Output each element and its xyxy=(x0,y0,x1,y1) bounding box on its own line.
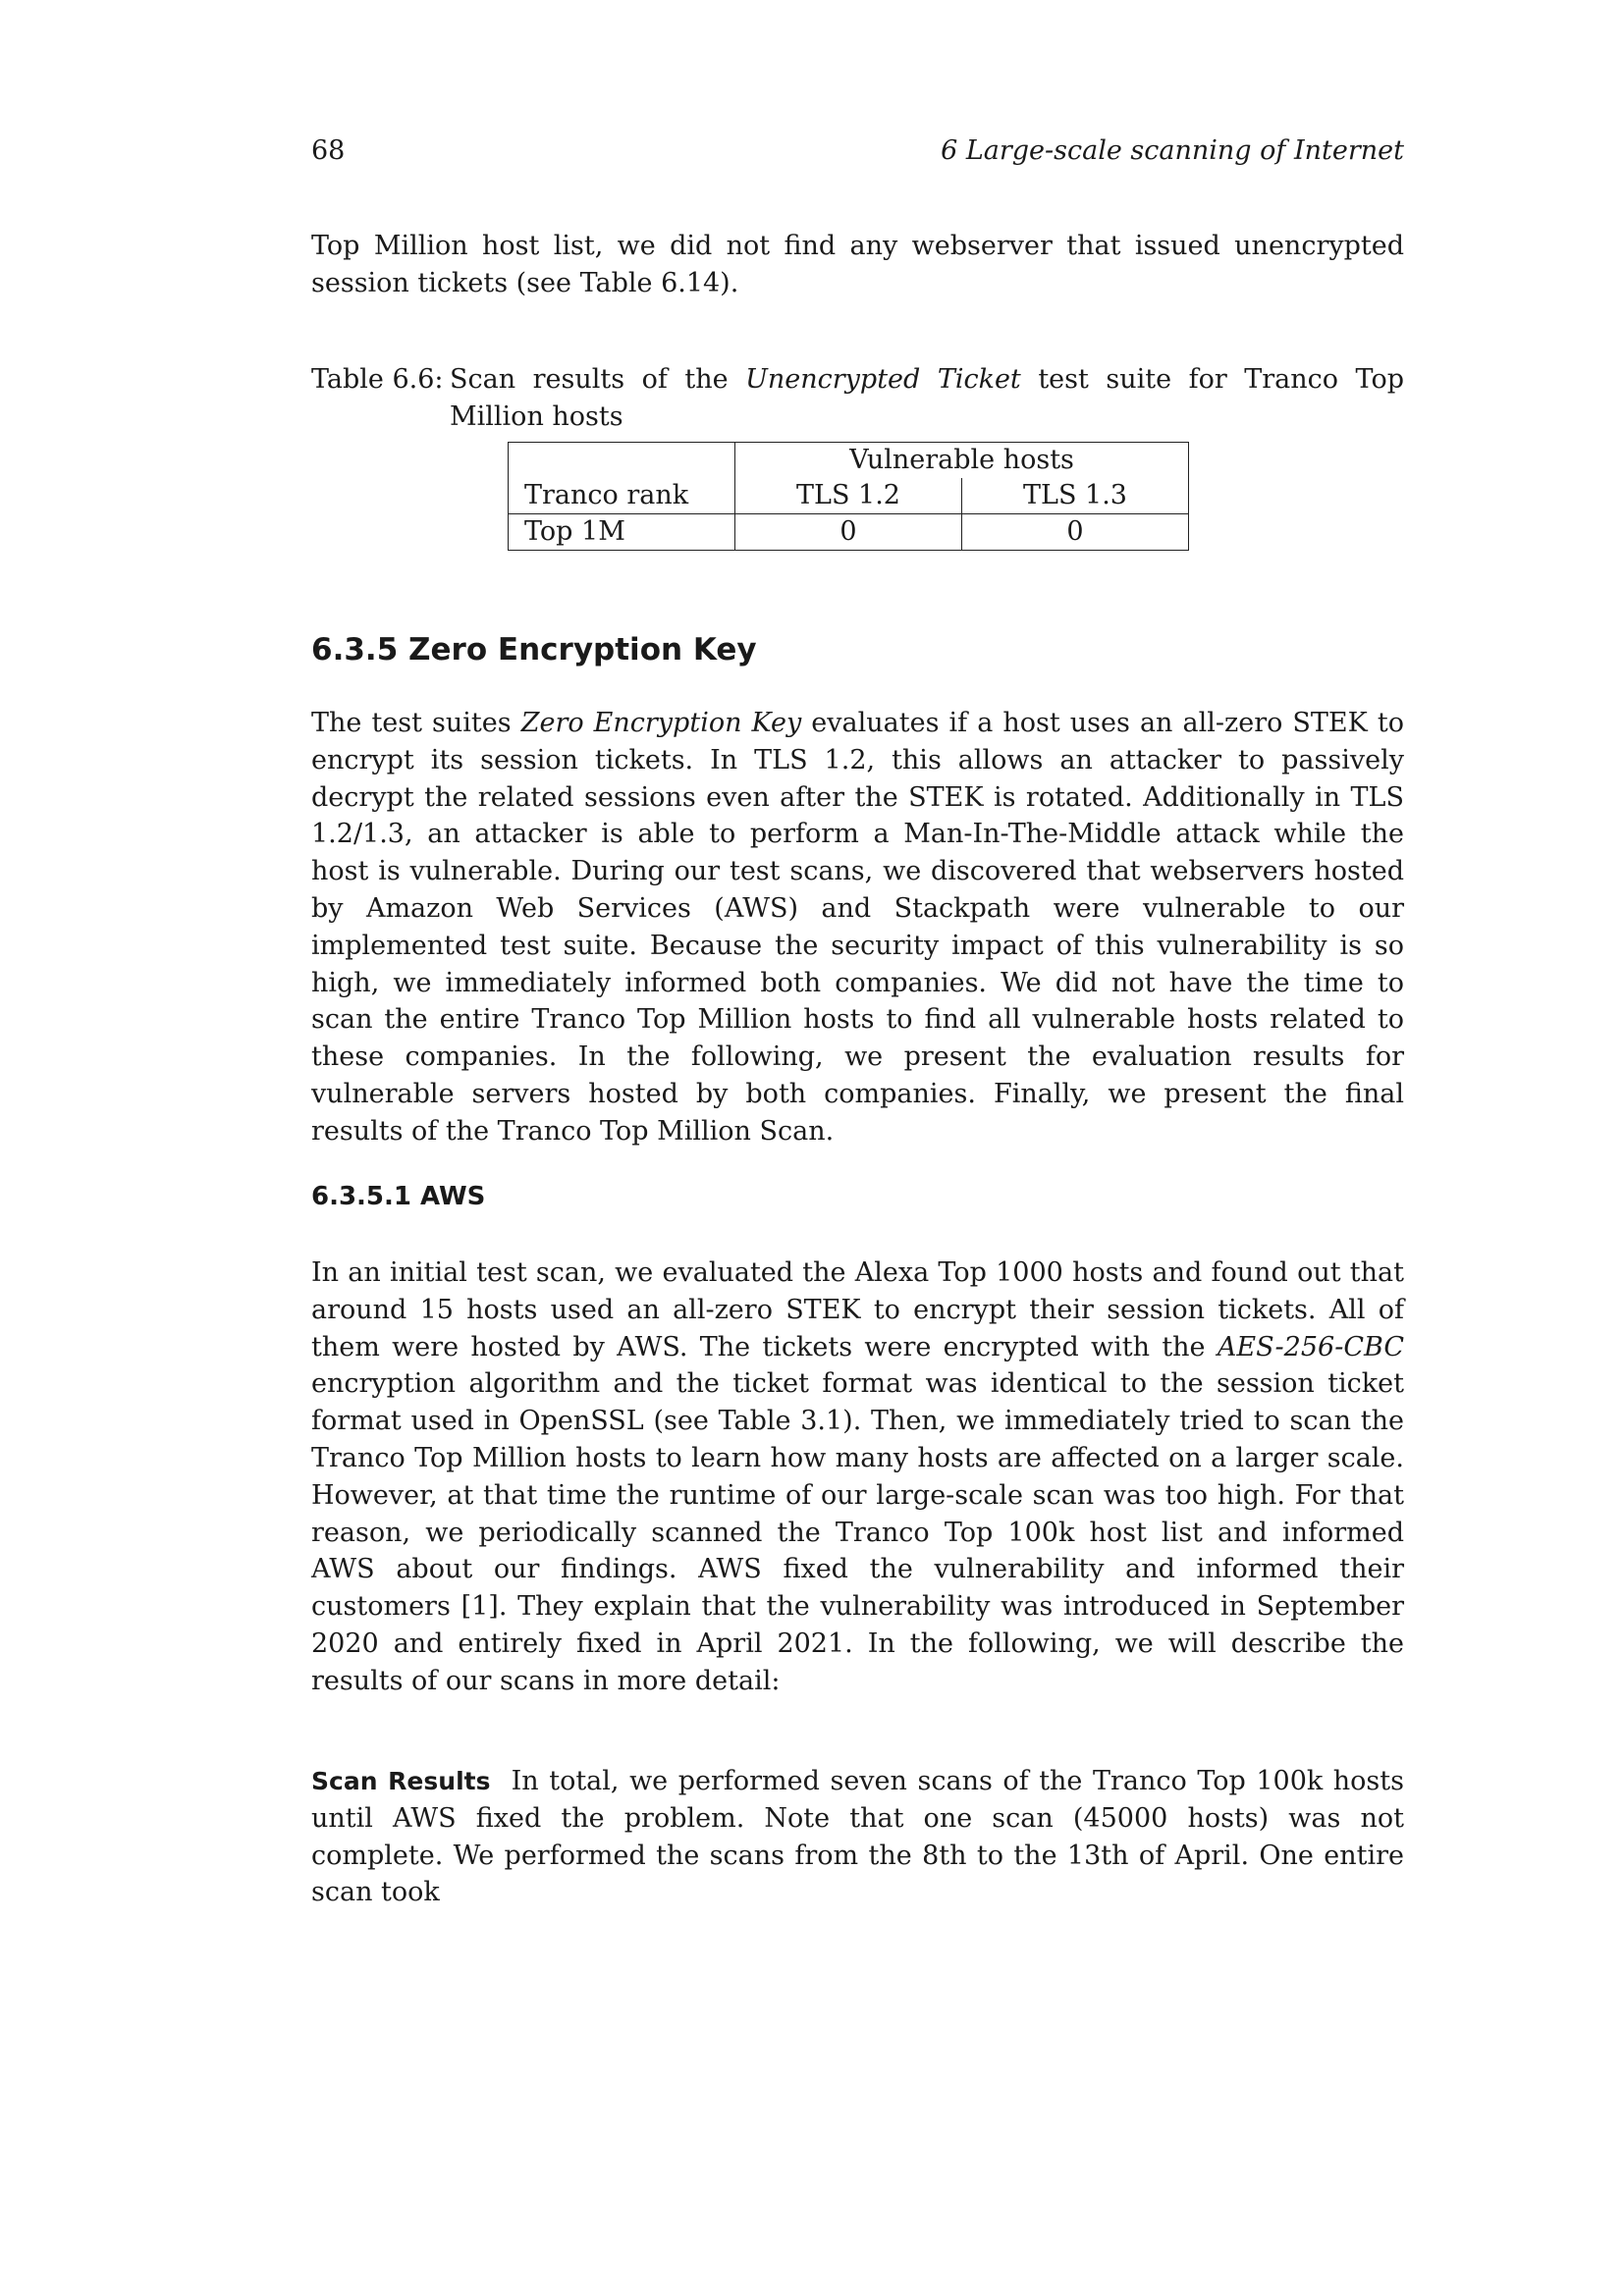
table-cell-rank: Top 1M xyxy=(509,514,735,551)
scan-results-runin: Scan Results xyxy=(311,1767,491,1795)
table-group-header: Vulnerable hosts xyxy=(735,443,1189,479)
page-number: 68 xyxy=(311,135,346,166)
table-cell-tls13: 0 xyxy=(962,514,1189,551)
aws-paragraph: In an initial test scan, we evaluated the Alexa Top 1000 hosts and found out that around 15 hosts used an all-zero STEK to encrypt their session tickets. All of them were hosted by AWS. The tickets were encrypted with the AES-256-CBC encryption algorithm and the ticket format was identical to the session ticket format used in OpenSSL (see Table 3.1). Then, we immediately tried to scan the Tranco Top Million hosts to learn how many hosts are affected on a larger scale. However, at that time the runtime of our large-scale scan was too high. For that reason, we periodically scanned the Tranco Top 100k host list and informed AWS about our findings. AWS fixed the vulnerability and informed their customers [1]. They explain that the vulnerability was introduced in September 2020 and entirely fixed in April 2021. In the following, we will describe the results of our scans in more detail: xyxy=(311,1257,1404,1696)
section-paragraph: The test suites Zero Encryption Key evaluates if a host uses an all-zero STEK to encrypt its session tickets. In TLS 1.2, this allows an attacker to passively decrypt the related sessions even after the STEK is rotated. Additionally in TLS 1.2/1.3, an attacker is able to perform a Man-In-The-Middle attack while the host is vulnerable. During our test scans, we discovered that webservers hosted by Amazon Web Services (AWS) and Stackpath were vulnerable to our implemented test suite. Because the security impact of this vulnerability is so high, we immediately informed both companies. We did not have the time to scan the entire Tranco Top Million hosts to find all vulnerable hosts related to these companies. In the following, we present the evaluation results for vulnerable servers hosted by both companies. Finally, we present the final results of the Tranco Top Million Scan. xyxy=(311,708,1404,1147)
section-heading: 6.3.5 Zero Encryption Key xyxy=(311,632,757,667)
subsection-heading: 6.3.5.1 AWS xyxy=(311,1182,486,1211)
table-cell-tls12: 0 xyxy=(735,514,962,551)
table-col-rank: Tranco rank xyxy=(509,478,735,514)
table-row xyxy=(509,514,1189,551)
results-table xyxy=(508,442,1189,551)
chapter-title: 6 Large-scale scanning of Internet xyxy=(941,135,1404,166)
table-caption-label: Table 6.6: xyxy=(311,364,444,395)
scan-results-paragraph: Scan Results In total, we performed seven scans of the Tranco Top 100k hosts until AWS fixed the problem. Note that one scan (45000 hosts) was not complete. We performed the scans from the 8th to the 13th of April. One entire scan took xyxy=(311,1766,1404,1908)
table-header-empty xyxy=(509,443,735,479)
running-header xyxy=(311,135,1404,175)
table-col-tls13: TLS 1.3 xyxy=(962,478,1189,514)
table-col-tls12: TLS 1.2 xyxy=(735,478,962,514)
table-caption-text: Scan results of the Unencrypted Ticket test suite for Tranco Top Million hosts xyxy=(450,364,1405,432)
intro-paragraph: Top Million host list, we did not find any webserver that issued unencrypted session tickets (see Table 6.14). xyxy=(311,231,1404,298)
